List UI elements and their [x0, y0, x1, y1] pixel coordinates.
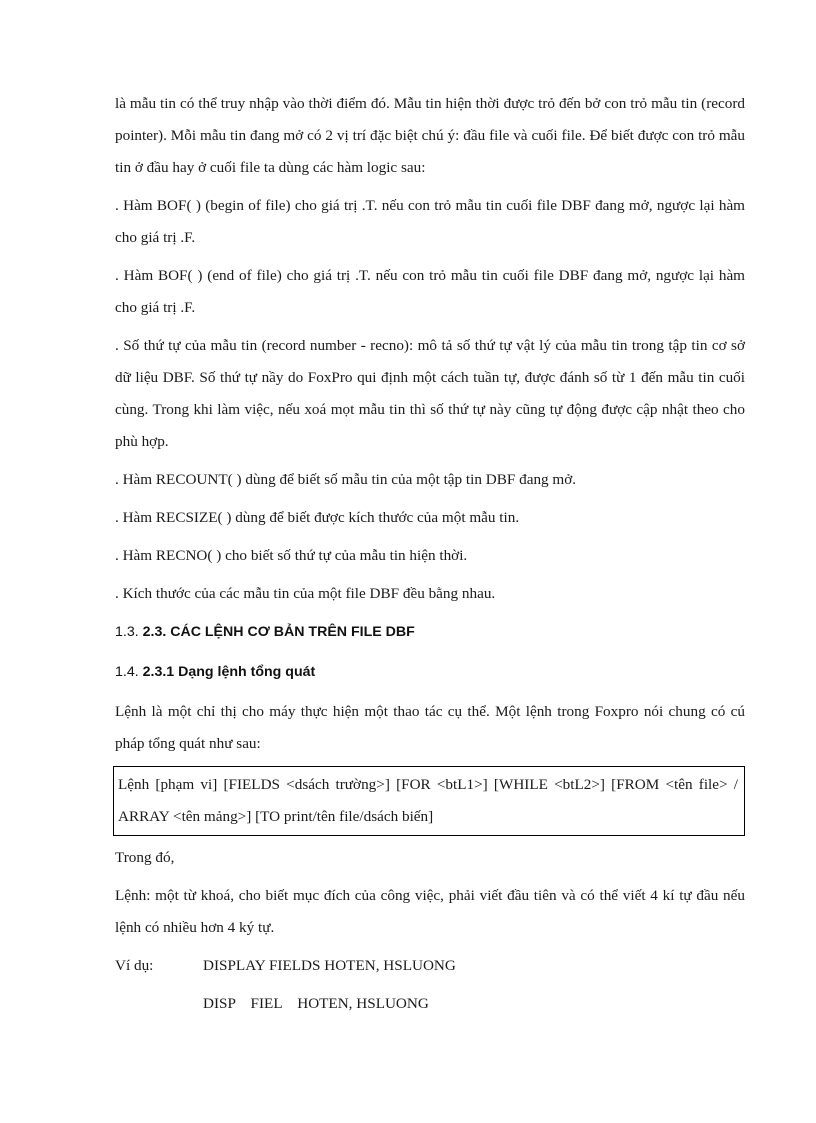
example-line-1: [115, 950, 745, 982]
command-syntax-box: Lệnh [phạm vi] [FIELDS <dsách trường>] [FOR <btL1>] [WHILE <btL2>] [FROM <tên file> / ARRAY <tên mảng>] [TO print/tên file/dsách biến]: [113, 766, 745, 836]
document-page: [115, 88, 745, 1026]
section-heading-basic-commands: [115, 616, 745, 648]
paragraph-recno-desc: . Số thứ tự của mẫu tin (record number - recno): mô tả số thứ tự vật lý của mẫu tin trong tập tin cơ sở dữ liệu DBF. Số thứ tự nầy do FoxPro qui định một cách tuần tự, được đánh số từ 1 đến mẫu tin cuối cùng. Trong khi làm việc, nếu xoá mọt mẫu tin thì số thứ tự này cũng tự động được cập nhật theo cho phù hợp.: [115, 337, 745, 450]
heading-title: 2.3.1 Dạng lệnh tổng quát: [142, 664, 316, 680]
example-command: DISPLAY FIELDS HOTEN, HSLUONG: [203, 957, 456, 974]
heading-number: 1.3.: [115, 624, 143, 640]
paragraph-where: Trong đó,: [115, 849, 175, 866]
paragraph-command-explain: Lệnh: một từ khoá, cho biết mục đích của công việc, phải viết đầu tiên và có thể viết 4 kí tự đầu nếu lệnh có nhiều hơn 4 ký tự.: [115, 887, 745, 936]
paragraph-recsize: . Hàm RECSIZE( ) dùng để biết được kích thước của một mẫu tin.: [115, 509, 520, 526]
paragraph-record-size: . Kích thước của các mẫu tin của một file DBF đều bằng nhau.: [115, 585, 496, 602]
example-line-2: [115, 988, 745, 1020]
paragraph-bof: . Hàm BOF( ) (begin of file) cho giá trị .T. nếu con trỏ mẫu tin cuối file DBF đang mở, ngược lại hàm cho giá trị .F.: [115, 197, 745, 246]
paragraph-record-pointer: là mẫu tin có thể truy nhập vào thời điểm đó. Mẫu tin hiện thời được trỏ đến bở con trỏ mẫu tin (record pointer). Mỗi mẫu tin đang mở có 2 vị trí đặc biệt chú ý: đầu file và cuối file. Để biết được con trỏ mẫu tin ở đầu hay ở cuối file ta dùng các hàm logic sau:: [115, 95, 745, 176]
section-heading-general-form: [115, 656, 745, 688]
heading-title: 2.3. CÁC LỆNH CƠ BẢN TRÊN FILE DBF: [142, 624, 415, 640]
heading-number: 1.4.: [115, 664, 143, 680]
example-label-spacer: [115, 988, 203, 1020]
example-command-short: DISP FIEL HOTEN, HSLUONG: [203, 995, 429, 1012]
paragraph-recno: . Hàm RECNO( ) cho biết số thứ tự của mẫu tin hiện thời.: [115, 547, 468, 564]
example-label: Ví dụ:: [115, 957, 154, 974]
paragraph-eof: . Hàm BOF( ) (end of file) cho giá trị .T. nếu con trỏ mẫu tin cuối file DBF đang mở, ngược lại hàm cho giá trị .F.: [115, 267, 745, 316]
paragraph-recount: . Hàm RECOUNT( ) dùng để biết số mẫu tin của một tập tin DBF đang mở.: [115, 471, 577, 488]
paragraph-command-intro: Lệnh là một chỉ thị cho máy thực hiện một thao tác cụ thể. Một lệnh trong Foxpro nói chung có cú pháp tổng quát như sau:: [115, 703, 745, 752]
